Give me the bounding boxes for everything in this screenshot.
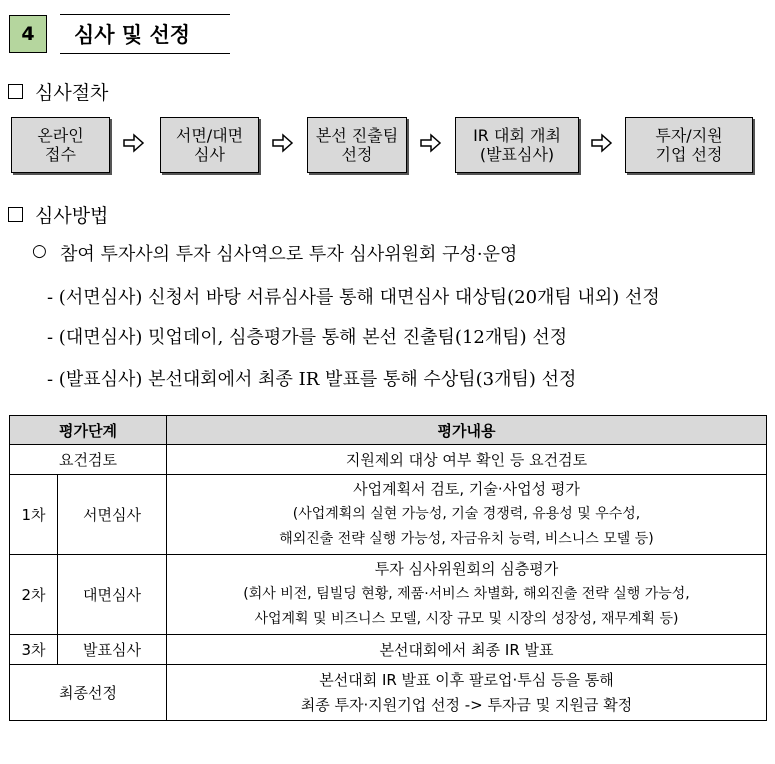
- method-heading: [8, 201, 108, 228]
- content-cell: 지원제외 대상 여부 확인 등 요건검토: [167, 445, 767, 475]
- circle-bullet-icon: ○: [32, 241, 47, 261]
- stage-cell: 발표심사: [58, 635, 167, 665]
- round-cell: 2차: [10, 555, 58, 635]
- arrow-right-icon: [123, 133, 145, 153]
- table-row: [10, 555, 767, 635]
- method-main-line: 참여 투자사의 투자 심사역으로 투자 심사위원회 구성·운영: [60, 244, 518, 265]
- method-item-2: - (대면심사) 밋업데이, 심층평가를 통해 본선 진출팀(12개팀) 선정: [47, 327, 568, 348]
- content-cell: [167, 475, 767, 555]
- flow-step-3: 본선 진출팀 선정: [307, 117, 407, 173]
- process-heading-label: 심사절차: [35, 82, 109, 104]
- evaluation-table: [9, 415, 767, 721]
- content-line: 본선대회 IR 발표 이후 팔로업·투심 등을 통해: [319, 670, 614, 689]
- stage-cell: 요건검토: [10, 445, 167, 475]
- content-cell: [167, 665, 767, 721]
- header-content: 평가내용: [167, 416, 767, 445]
- round-cell: 3차: [10, 635, 58, 665]
- arrow-right-icon: [272, 133, 294, 153]
- header-stage: 평가단계: [10, 416, 167, 445]
- flow-step-2: 서면/대면 심사: [160, 117, 259, 173]
- section-title: 심사 및 선정: [60, 14, 230, 54]
- checkbox-square-icon: [8, 207, 23, 222]
- stage-cell: 최종선정: [10, 665, 167, 721]
- section-number: 4: [9, 15, 47, 53]
- round-cell: 1차: [10, 475, 58, 555]
- content-line: 사업계획 및 비즈니스 모델, 시장 규모 및 시장의 성장성, 재무계획 등): [254, 611, 679, 627]
- content-line: 투자 심사위원회의 심층평가: [374, 560, 559, 578]
- table-header-row: [10, 416, 767, 445]
- method-item-1: - (서면심사) 신청서 바탕 서류심사를 통해 대면심사 대상팀(20개팀 내외) 선정: [47, 287, 660, 308]
- content-line: 해외진출 전략 실행 가능성, 자금유치 능력, 비스니스 모델 등): [279, 531, 654, 547]
- table-row: [10, 445, 767, 475]
- flow-step-4: IR 대회 개최 (발표심사): [455, 117, 579, 173]
- stage-cell: 대면심사: [58, 555, 167, 635]
- method-item-3: - (발표심사) 본선대회에서 최종 IR 발표를 통해 수상팀(3개팀) 선정: [47, 369, 577, 390]
- content-cell: [167, 555, 767, 635]
- content-cell: 본선대회에서 최종 IR 발표: [167, 635, 767, 665]
- content-line: (회사 비전, 팀빌딩 현황, 제품·서비스 차별화, 해외진출 전략 실행 가능성,: [243, 586, 690, 602]
- checkbox-square-icon: [8, 84, 23, 99]
- arrow-right-icon: [591, 133, 613, 153]
- content-line: (사업계획의 실현 가능성, 기술 경쟁력, 유용성 및 우수성,: [292, 506, 641, 522]
- table-row: [10, 635, 767, 665]
- table-row: [10, 475, 767, 555]
- flow-step-1: 온라인 접수: [11, 117, 110, 173]
- method-heading-label: 심사방법: [35, 205, 109, 227]
- flow-step-5: 투자/지원 기업 선정: [625, 117, 753, 173]
- content-line: 최종 투자·지원기업 선정 -> 투자금 및 지원금 확정: [300, 695, 633, 714]
- stage-cell: 서면심사: [58, 475, 167, 555]
- content-line: 사업계획서 검토, 기술·사업성 평가: [353, 480, 580, 498]
- table-row: [10, 665, 767, 721]
- arrow-right-icon: [420, 133, 442, 153]
- process-heading: [8, 78, 108, 105]
